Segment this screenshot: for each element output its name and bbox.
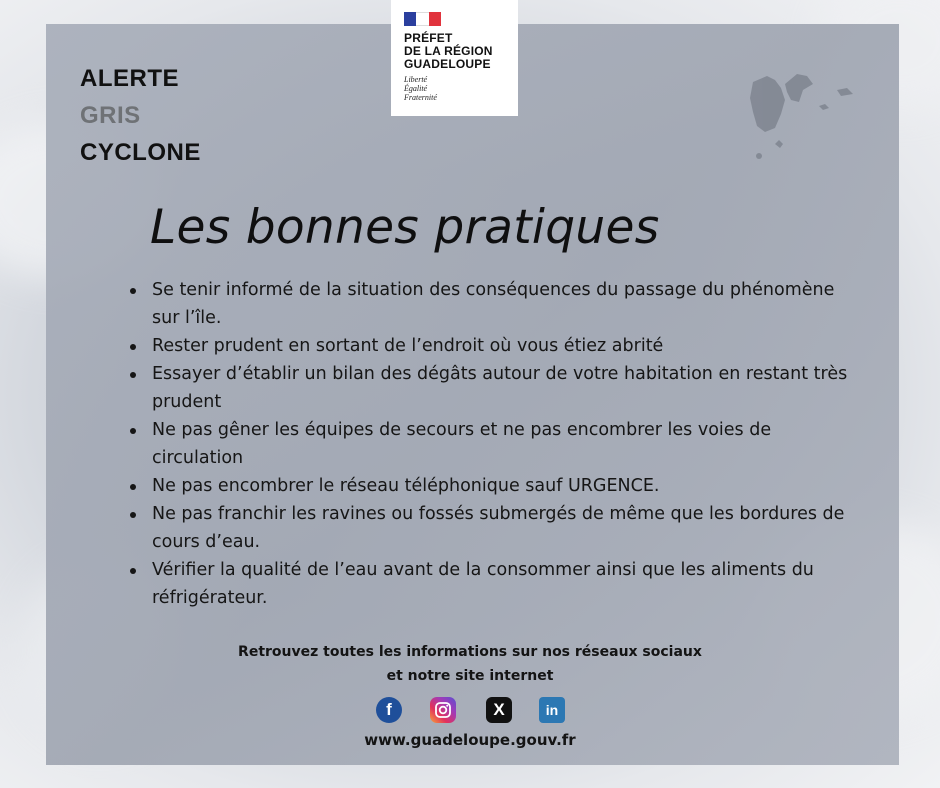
- social-links: [376, 697, 576, 725]
- alert-line-level: GRIS: [80, 102, 141, 129]
- alert-label: [80, 60, 201, 171]
- alert-line-cyclone: CYCLONE: [80, 139, 201, 166]
- footer-line-2: et notre site internet: [386, 668, 554, 684]
- list-item: Ne pas encombrer le réseau téléphonique sauf URGENCE.: [128, 472, 858, 500]
- list-item: Se tenir informé de la situation des conséquences du passage du phénomène sur l’île.: [128, 276, 858, 332]
- footer-line-1: Retrouvez toutes les informations sur nos réseaux sociaux: [238, 644, 702, 660]
- logo-motto: Liberté Égalité Fraternité: [404, 75, 437, 102]
- list-item: Ne pas gêner les équipes de secours et ne pas encombrer les voies de circulation: [128, 416, 858, 472]
- linkedin-icon[interactable]: in: [539, 697, 565, 723]
- instagram-icon[interactable]: [430, 697, 456, 723]
- website-link[interactable]: www.guadeloupe.gouv.fr: [364, 731, 576, 749]
- alert-line-alerte: ALERTE: [80, 65, 179, 92]
- list-item: Vérifier la qualité de l’eau avant de la consommer ainsi que les aliments du réfrigérateur.: [128, 556, 858, 612]
- list-item: Rester prudent en sortant de l’endroit où vous étiez abrité: [128, 332, 858, 360]
- list-item: Essayer d’établir un bilan des dégâts autour de votre habitation en restant très prudent: [128, 360, 858, 416]
- practices-list: [128, 276, 858, 612]
- french-flag-icon: [404, 12, 441, 26]
- footer-caption: [160, 640, 780, 688]
- facebook-icon[interactable]: f: [376, 697, 402, 723]
- x-icon[interactable]: X: [486, 697, 512, 723]
- list-item: Ne pas franchir les ravines ou fossés submergés de même que les bordures de cours d’eau.: [128, 500, 858, 556]
- guadeloupe-map-icon: [745, 70, 875, 160]
- logo-title: PRÉFET DE LA RÉGION GUADELOUPE: [404, 31, 493, 71]
- prefecture-logo: [391, 0, 518, 116]
- page-title: Les bonnes pratiques: [150, 200, 660, 255]
